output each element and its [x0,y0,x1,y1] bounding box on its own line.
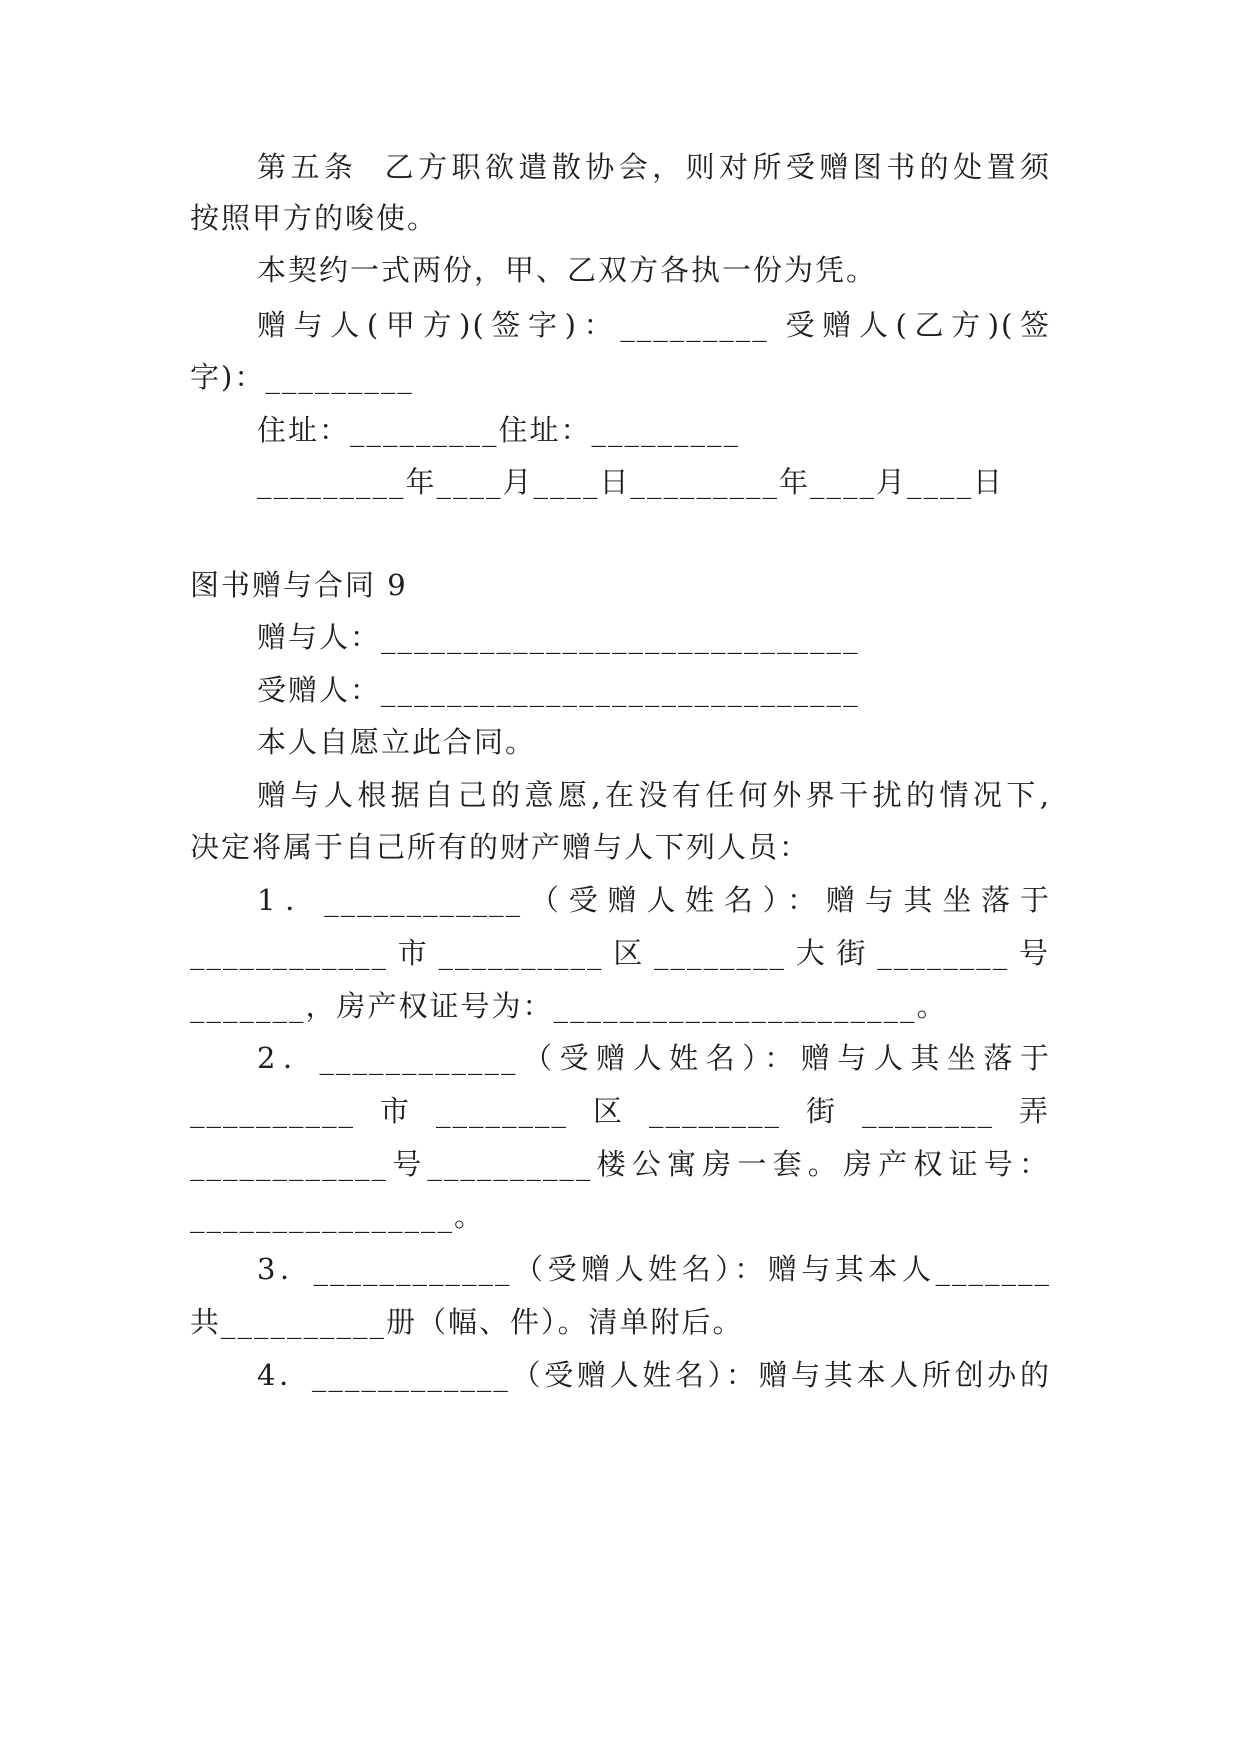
date-line: _________年____月____日_________年____月____日 [257,465,1005,499]
item-2-line-3: ____________号__________楼公寓房一套。房产权证号： [190,1147,1050,1181]
copies-clause: 本契约一式两份，甲、乙双方各执一份为凭。 [257,253,878,287]
intent-line-2: 决定将属于自己所有的财产赠与人下列人员： [190,830,811,864]
article-five-line-2: 按照甲方的唆使。 [190,201,439,235]
section-title: 图书赠与合同 9 [190,568,408,602]
item-1-line-3: _______，房产权证号为：______________________。 [190,989,948,1023]
item-4-line-1: 4．____________（受赠人姓名）：赠与其本人所创办的 [257,1358,1051,1392]
item-2-line-4: ________________。 [190,1199,486,1233]
intent-line-1: 赠与人根据自己的意愿,在没有任何外界干扰的情况下, [257,778,1051,812]
article-five-line-1: 第五条 乙方职欲遣散协会，则对所受赠图书的处置须 [257,150,1051,184]
item-2-line-1: 2．____________（受赠人姓名）：赠与人其坐落于 [257,1041,1051,1075]
item-2-line-2: __________市________区________街________弄 [190,1094,1050,1128]
voluntary-statement: 本人自愿立此合同。 [257,725,537,759]
signature-line-1: 赠与人(甲方)(签字)：_________ 受赠人(乙方)(签 [257,308,1051,342]
item-3-line-2: 共__________册（幅、件）。清单附后。 [190,1305,744,1339]
signature-line-2: 字)：_________ [190,360,414,394]
address-line: 住址：_________住址：_________ [257,413,741,447]
donor-line: 赠与人：_____________________________ [257,620,860,654]
item-1-line-2: ____________市__________区________大街________号 [190,936,1050,970]
item-3-line-1: 3．____________（受赠人姓名）：赠与其本人_______ [257,1252,1051,1286]
donee-line: 受赠人：_____________________________ [257,673,860,707]
item-1-line-1: 1．____________（受赠人姓名）：赠与其坐落于 [257,883,1051,917]
